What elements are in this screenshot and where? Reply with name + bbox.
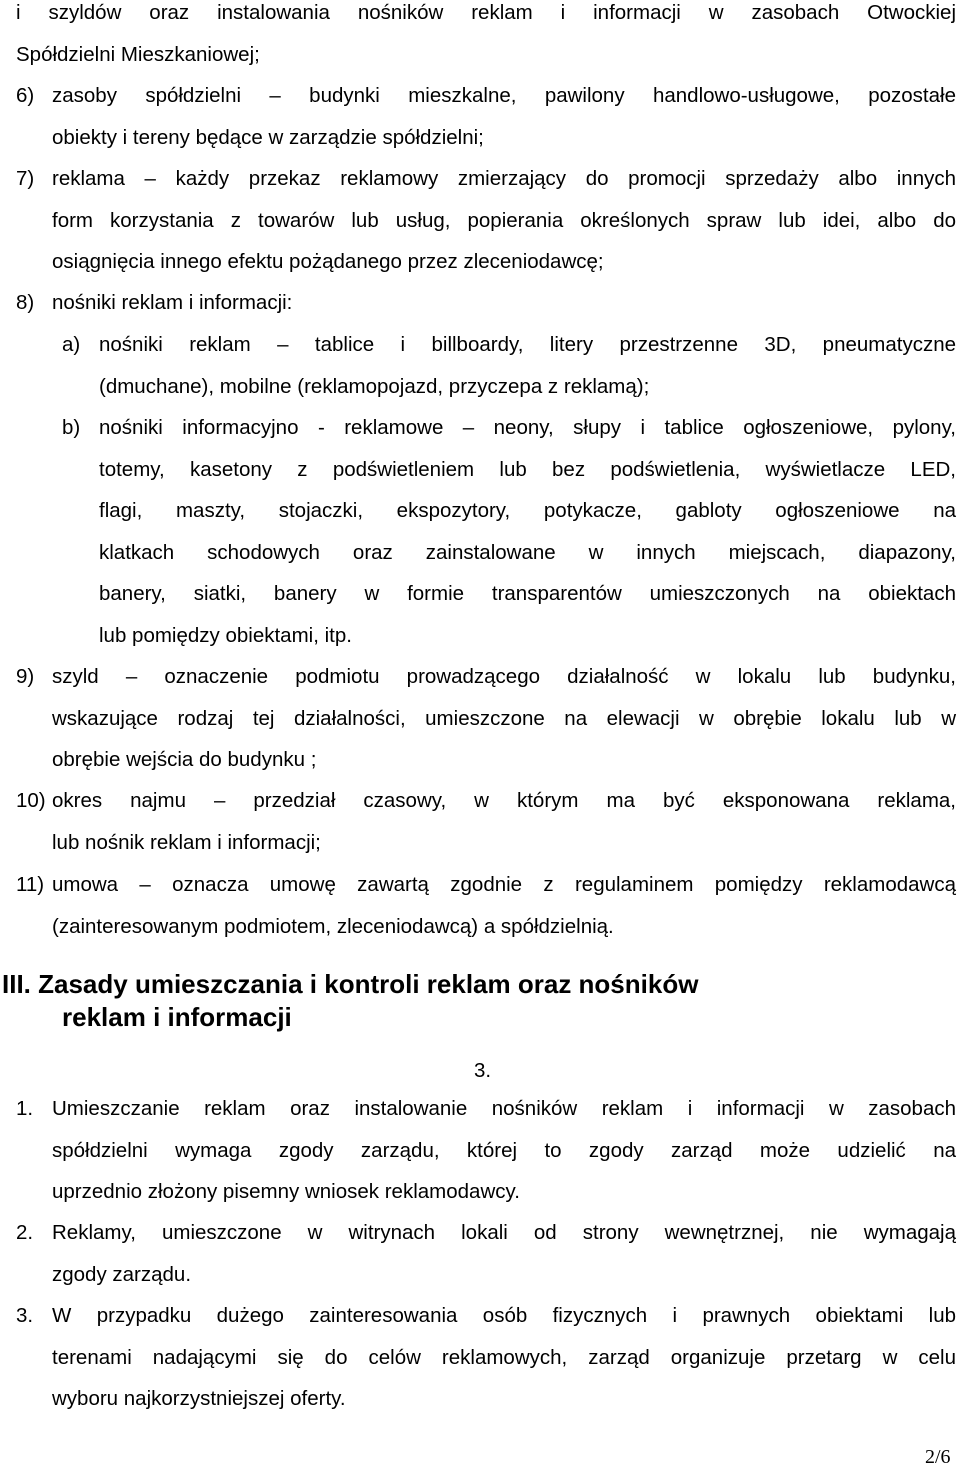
text-line: zasoby spółdzielni – budynki mieszkalne, pawilony handlowo-usługowe, pozostałe bbox=[52, 84, 956, 107]
text-line: szyld – oznaczenie podmiotu prowadzącego działalność w lokalu lub budynku, bbox=[52, 665, 956, 688]
text-line: Reklamy, umieszczone w witrynach lokali od strony wewnętrznej, nie wymagają bbox=[52, 1221, 956, 1244]
intro-paragraph bbox=[16, 0, 956, 75]
text-line: nośniki reklam i informacji: bbox=[52, 291, 293, 314]
list-number: 7) bbox=[16, 167, 35, 190]
rule-item bbox=[52, 1212, 956, 1295]
page-number: 2/6 bbox=[925, 1446, 951, 1468]
text-line: obiekty i tereny będące w zarządzie spółdzielni; bbox=[52, 125, 484, 149]
text-line: flagi, maszty, stojaczki, ekspozytory, potykacze, gabloty ogłoszeniowe na bbox=[99, 499, 956, 522]
list-number: 1. bbox=[16, 1097, 34, 1120]
text-line: form korzystania z towarów lub usług, popierania określonych spraw lub idei, albo do bbox=[52, 208, 956, 232]
rule-item bbox=[52, 1295, 956, 1420]
list-number: 10) bbox=[16, 789, 46, 812]
sub-definition-item bbox=[99, 324, 956, 407]
text-line: (zainteresowanym podmiotem, zleceniodawcą) a spółdzielnią. bbox=[52, 914, 614, 938]
text-line: osiągnięcia innego efektu pożądanego przez zleceniodawcę; bbox=[52, 250, 604, 273]
definition-item bbox=[52, 75, 956, 158]
text-line: lub pomiędzy obiektami, itp. bbox=[99, 623, 352, 647]
text-line: zgody zarządu. bbox=[52, 1262, 192, 1286]
text-line: terenami nadającymi się do celów reklamowych, zarząd organizuje przetarg w celu bbox=[52, 1345, 956, 1369]
text-line: nośniki reklam – tablice i billboardy, litery przestrzenne 3D, pneumatyczne bbox=[99, 333, 956, 356]
text-line: reklama – każdy przekaz reklamowy zmierzający do promocji sprzedaży albo innych bbox=[52, 167, 956, 190]
text-line: nośniki informacyjno - reklamowe – neony, słupy i tablice ogłoszeniowe, pylony, bbox=[99, 416, 956, 439]
text-line: klatkach schodowych oraz zainstalowane w innych miejscach, diapazony, bbox=[99, 540, 956, 564]
text-line: spółdzielni wymaga zgody zarządu, której to zgody zarząd może udzielić na bbox=[52, 1138, 956, 1162]
text-line: wyboru najkorzystniejszej oferty. bbox=[52, 1387, 346, 1410]
list-number: 11) bbox=[16, 873, 45, 896]
list-number: 9) bbox=[16, 665, 35, 688]
sub-list-letter: a) bbox=[62, 333, 81, 356]
sub-list-letter: b) bbox=[62, 416, 81, 439]
definition-item bbox=[52, 158, 956, 283]
rule-item bbox=[52, 1088, 956, 1213]
definition-item bbox=[52, 656, 956, 781]
text-line: umowa – oznacza umowę zawartą zgodnie z regulaminem pomiędzy reklamodawcą bbox=[52, 873, 956, 896]
text-line: uprzednio złożony pisemny wniosek reklamodawcy. bbox=[52, 1180, 520, 1203]
definition-item bbox=[52, 282, 956, 324]
list-number: 6) bbox=[16, 84, 35, 107]
section-number: 3. bbox=[474, 1059, 492, 1082]
text-line: W przypadku dużego zainteresowania osób fizycznych i prawnych obiektami lub bbox=[52, 1304, 956, 1327]
definition-item bbox=[52, 864, 956, 947]
text-line: Spółdzielni Mieszkaniowej; bbox=[16, 42, 260, 66]
sub-definition-item bbox=[99, 407, 956, 656]
definition-item bbox=[52, 780, 956, 863]
text-line: banery, siatki, banery w formie transparentów umieszczonych na obiektach bbox=[99, 582, 956, 605]
text-line: obrębie wejścia do budynku ; bbox=[52, 748, 317, 771]
list-number: 3. bbox=[16, 1304, 34, 1327]
text-line: okres najmu – przedział czasowy, w którym ma być eksponowana reklama, bbox=[52, 789, 956, 812]
text-line: (dmuchane), mobilne (reklamopojazd, przyczepa z reklamą); bbox=[99, 374, 650, 398]
text-line: Umieszczanie reklam oraz instalowanie nośników reklam i informacji w zasobach bbox=[52, 1097, 956, 1120]
text-line: lub nośnik reklam i informacji; bbox=[52, 830, 321, 854]
list-number: 8) bbox=[16, 291, 35, 314]
section-heading bbox=[2, 968, 698, 1034]
text-line: i szyldów oraz instalowania nośników reklam i informacji w zasobach Otwockiej bbox=[16, 1, 956, 24]
list-number: 2. bbox=[16, 1221, 34, 1244]
text-line: totemy, kasetony z podświetleniem lub bez podświetlenia, wyświetlacze LED, bbox=[99, 457, 956, 481]
text-line: wskazujące rodzaj tej działalności, umieszczone na elewacji w obrębie lokalu lub w bbox=[52, 706, 956, 730]
section-heading-line: III. Zasady umieszczania i kontroli reklam oraz nośników bbox=[2, 969, 699, 999]
section-heading-line: reklam i informacji bbox=[62, 1002, 292, 1032]
